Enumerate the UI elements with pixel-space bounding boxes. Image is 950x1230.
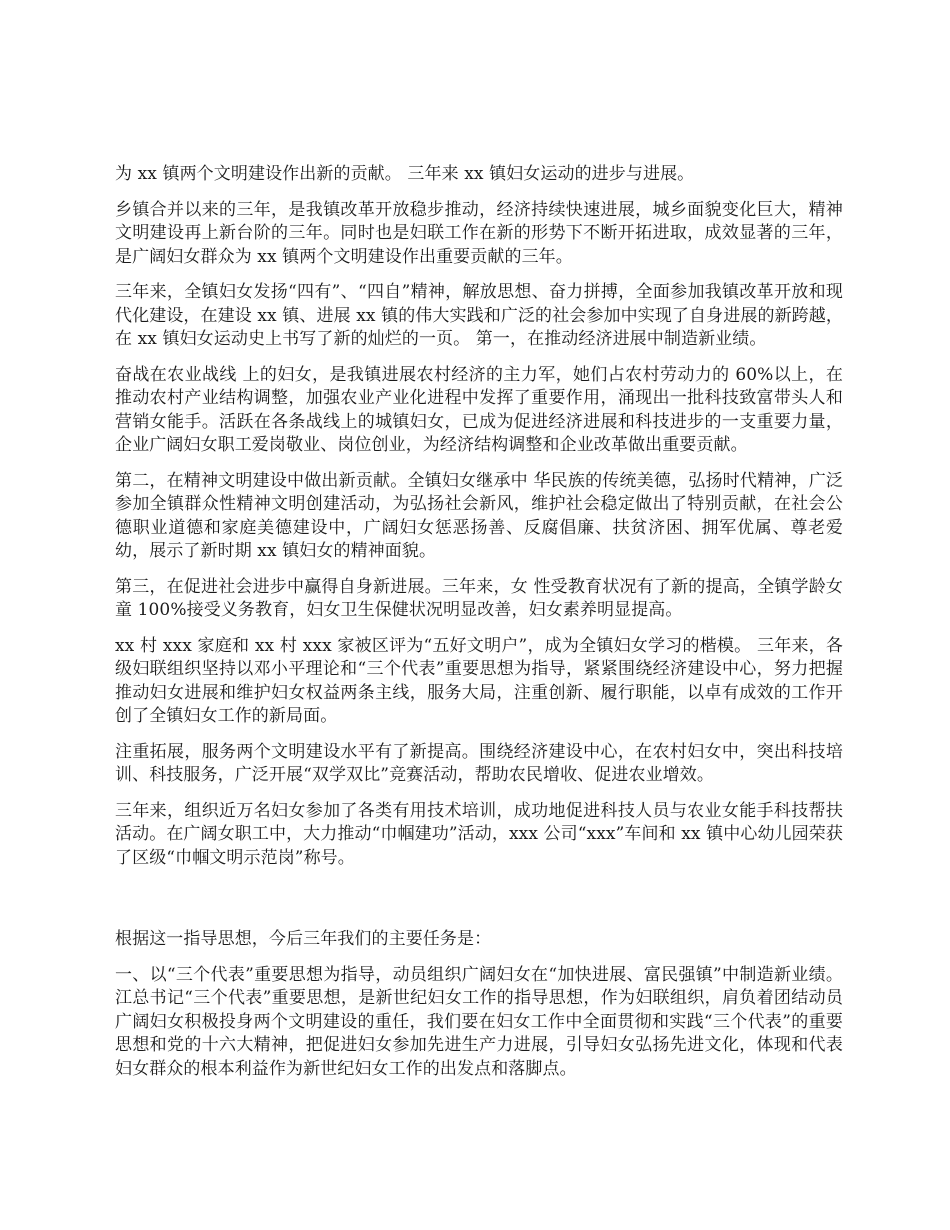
paragraph: 为 xx 镇两个文明建设作出新的贡献。 三年来 xx 镇妇女运动的进步与进展。 <box>115 164 695 184</box>
paragraph: 注重拓展，服务两个文明建设水平有了新提高。围绕经济建设中心，在农村妇女中，突出科技培训、科技服务，广泛开展“双学双比”竞赛活动，帮助农民增收、促进农业增效。 <box>115 741 843 785</box>
document-body <box>115 163 843 1093</box>
paragraph: 一、以“三个代表”重要思想为指导，动员组织广阔妇女在“加快进展、富民强镇”中制造新业绩。 江总书记“三个代表”重要思想，是新世纪妇女工作的指导思想，作为妇联组织，肩负着团结动员广阔妇女积极投身两个文明建设的重任，我们要在妇女工作中全面贯彻和实践“三个代表”的重要思想和党的十六大精神，把促进妇女参加先进生产力进展，引导妇女弘扬先进文化，体现和代表妇女群众的根本利益作为新世纪妇女工作的出发点和落脚点。 <box>115 964 843 1079</box>
paragraph: 第三，在促进社会进步中赢得自身新进展。三年来，女 性受教育状况有了新的提高，全镇学龄女童 100%接受义务教育，妇女卫生保健状况明显改善，妇女素养明显提高。 <box>115 576 843 620</box>
paragraph: 乡镇合并以来的三年，是我镇改革开放稳步推动，经济持续快速进展，城乡面貌变化巨大，精神文明建设再上新台阶的三年。同时也是妇联工作在新的形势下不断开拓进取，成效显著的三年，是广阔妇女群众为 xx 镇两个文明建设作出重要贡献的三年。 <box>115 199 843 267</box>
paragraph: 第二，在精神文明建设中做出新贡献。全镇妇女继承中 华民族的传统美德，弘扬时代精神，广泛参加全镇群众性精神文明创建活动，为弘扬社会新风，维护社会稳定做出了特别贡献，在社会公德职业道德和家庭美德建设中，广阔妇女惩恶扬善、反腐倡廉、扶贫济困、拥军优属、尊老爱幼，展示了新时期 xx 镇妇女的精神面貌。 <box>115 470 843 561</box>
paragraph: 三年来，全镇妇女发扬“四有”、“四自”精神，解放思想、奋力拼搏，全面参加我镇改革开放和现代化建设，在建设 xx 镇、进展 xx 镇的伟大实践和广泛的社会参加中实现了自身进展的新跨越，在 xx 镇妇女运动史上书写了新的灿烂的一页。 第一，在推动经济进展中制造新业绩。 <box>115 282 843 349</box>
paragraph: 奋战在农业战线 上的妇女，是我镇进展农村经济的主力军，她们占农村劳动力的 60%以上，在推动农村产业结构调整，加强农业产业化进程中发挥了重要作用，涌现出一批科技致富带头人和营销女能手。活跃在各条战线上的城镇妇女，已成为促进经济进展和科技进步的一支重要力量，企业广阔妇女职工爱岗敬业、岗位创业，为经济结构调整和企业改革做出重要贡献。 <box>115 364 843 455</box>
paragraph: xx 村 xxx 家庭和 xx 村 xxx 家被区评为“五好文明户”，成为全镇妇女学习的楷模。 三年来，各级妇联组织坚持以邓小平理论和“三个代表”重要思想为指导，紧紧围绕经济建设中心，努力把握推动妇女进展和维护妇女权益两条主线，服务大局，注重创新、履行职能，以卓有成效的工作开创了全镇妇女工作的新局面。 <box>115 635 843 726</box>
paragraph: 根据这一指导思想，今后三年我们的主要任务是： <box>115 929 492 949</box>
paragraph: 三年来，组织近万名妇女参加了各类有用技术培训，成功地促进科技人员与农业女能手科技帮扶活动。在广阔女职工中，大力推动“巾帼建功”活动，xxx 公司“xxx”车间和 xx 镇中心幼儿园荣获了区级“巾帼文明示范岗”称号。 <box>115 800 843 868</box>
